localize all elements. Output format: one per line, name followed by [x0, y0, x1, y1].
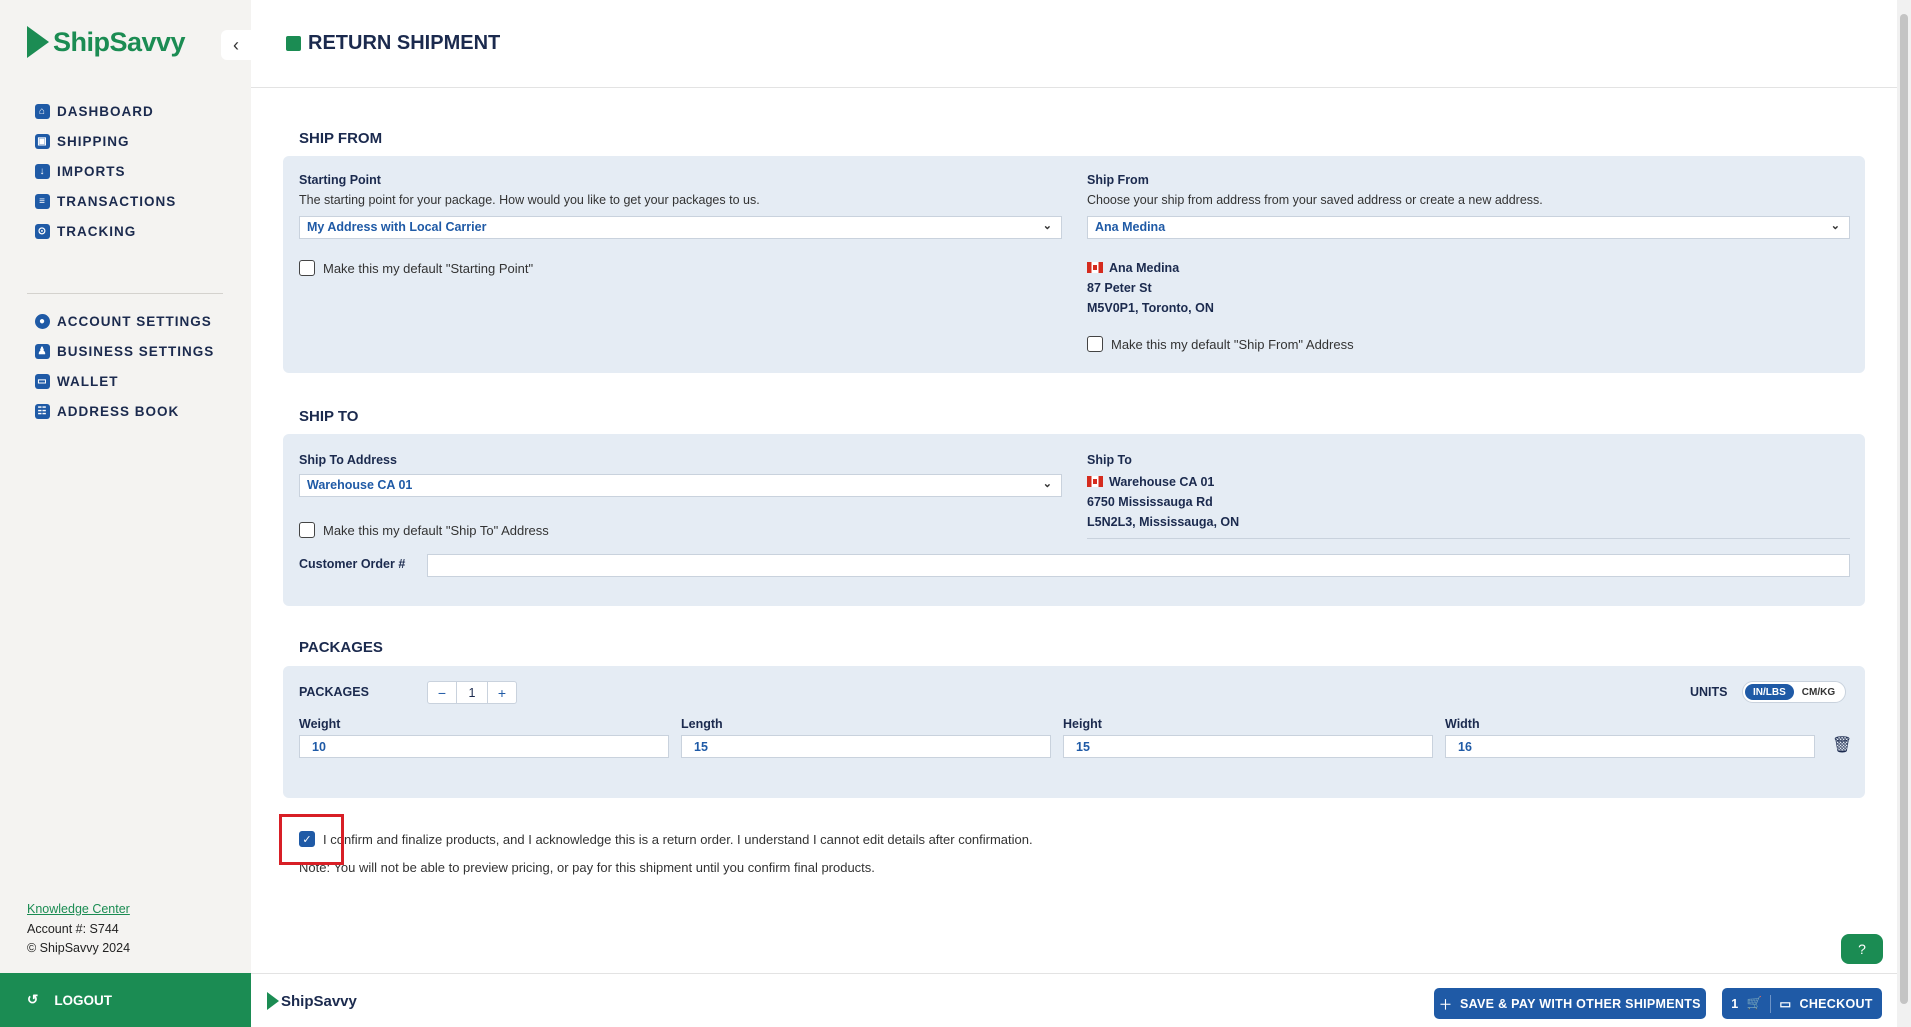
nav-item-business-settings[interactable] [35, 336, 214, 366]
starting-point-label: Starting Point [299, 173, 381, 187]
ship-from-address [1087, 258, 1214, 318]
credit-card-icon: ▭ [1779, 997, 1792, 1011]
ship-from-help: Choose your ship from address from your saved address or create a new address. [1087, 193, 1543, 207]
default-ship-from-checkbox[interactable] [1087, 336, 1354, 352]
ship-to-address-select[interactable] [299, 474, 1062, 497]
wallet-icon: ▭ [35, 374, 50, 389]
weight-label: Weight [299, 717, 341, 731]
default-ship-to-checkbox[interactable] [299, 522, 549, 538]
nav-item-imports[interactable] [35, 156, 176, 186]
checkout-button[interactable] [1722, 988, 1882, 1019]
cart-count: 1 [1731, 996, 1739, 1011]
nav-label: IMPORTS [57, 163, 126, 179]
ship-from-value: Ana Medina [1095, 220, 1166, 234]
address-book-icon: ☷ [35, 404, 50, 419]
bottom-bar [251, 973, 1897, 1027]
save-pay-with-other-shipments-button[interactable] [1434, 988, 1706, 1019]
address-name: Warehouse CA 01 [1109, 475, 1215, 489]
help-icon: ? [1858, 941, 1866, 957]
starting-point-value: My Address with Local Carrier [307, 220, 487, 234]
logout-icon: ↺ [27, 992, 39, 1007]
footer-logo-text: ShipSavvy [281, 992, 357, 1010]
logout-button[interactable] [0, 973, 251, 1027]
checkbox-box[interactable] [299, 260, 315, 276]
ship-to-label: Ship To [1087, 453, 1132, 467]
address-line2: L5N2L3, Mississauga, ON [1087, 515, 1240, 529]
nav-item-address-book[interactable] [35, 396, 214, 426]
customer-order-label: Customer Order # [299, 557, 406, 571]
nav-label: SHIPPING [57, 133, 130, 149]
ship-from-card [283, 156, 1865, 373]
help-button[interactable] [1841, 934, 1883, 964]
import-icon: ↓ [35, 164, 50, 179]
weight-input[interactable]: 10 [299, 735, 669, 758]
default-starting-point-checkbox[interactable] [299, 260, 533, 276]
page-title [286, 32, 500, 55]
highlight-box [279, 814, 344, 865]
starting-point-select[interactable] [299, 216, 1062, 239]
checkbox-label: Make this my default "Ship From" Address [1111, 336, 1354, 352]
nav-label: TRACKING [57, 223, 137, 239]
page-header [251, 0, 1897, 88]
nav-item-transactions[interactable] [35, 186, 176, 216]
scrollbar-thumb[interactable] [1900, 14, 1908, 1004]
canada-flag-icon [1087, 262, 1103, 273]
ship-from-label: Ship From [1087, 173, 1149, 187]
ship-to-heading: SHIP TO [299, 408, 359, 425]
confirm-label: I confirm and finalize products, and I acknowledge this is a return order. I understand I cannot edit details after confirmation. [323, 831, 1033, 847]
ship-to-address-label: Ship To Address [299, 453, 397, 467]
checkbox-label: Make this my default "Starting Point" [323, 260, 534, 276]
height-label: Height [1063, 717, 1102, 731]
increment-button[interactable] [488, 682, 516, 703]
nav-item-wallet[interactable] [35, 366, 214, 396]
customer-order-input[interactable] [427, 554, 1850, 577]
shipsavvy-logo[interactable] [27, 26, 185, 58]
checkbox-box[interactable] [299, 522, 315, 538]
nav-label: TRANSACTIONS [57, 193, 177, 209]
cart-icon: 🛒 [1746, 996, 1763, 1010]
address-name: Ana Medina [1109, 261, 1180, 275]
sidebar [0, 0, 251, 1027]
width-input[interactable]: 16 [1445, 735, 1815, 758]
chevron-down-icon: ⌄ [1830, 220, 1840, 232]
footer-logo [267, 992, 357, 1010]
nav-label: BUSINESS SETTINGS [57, 343, 215, 359]
units-toggle[interactable] [1742, 681, 1846, 703]
packages-count-label: PACKAGES [299, 685, 369, 699]
nav-item-tracking[interactable] [35, 216, 176, 246]
decrement-button[interactable] [428, 682, 456, 703]
trash-icon[interactable]: 🗑 [1832, 737, 1853, 754]
save-button-label: SAVE & PAY WITH OTHER SHIPMENTS [1460, 996, 1701, 1011]
packages-heading: PACKAGES [299, 639, 383, 656]
logo-mark-icon [267, 992, 279, 1010]
scrollbar[interactable] [1897, 0, 1911, 1027]
business-icon: ♟ [35, 344, 50, 359]
address-line1: 6750 Mississauga Rd [1087, 495, 1213, 509]
ship-from-heading: SHIP FROM [299, 130, 383, 147]
nav-label: ACCOUNT SETTINGS [57, 313, 212, 329]
confirm-note: Note: You will not be able to preview pricing, or pay for this shipment until you confirm final products. [299, 860, 875, 875]
box-icon: ▣ [35, 134, 50, 149]
document-icon: ≡ [35, 194, 50, 209]
account-number: Account #: S744 [27, 921, 119, 936]
copyright: © ShipSavvy 2024 [27, 941, 131, 955]
nav-item-shipping[interactable] [35, 126, 176, 156]
canada-flag-icon [1087, 476, 1103, 487]
tracking-icon: ⊙ [35, 224, 50, 239]
plus-icon: ＋ [1439, 997, 1452, 1012]
units-option-cm-kg[interactable]: CM/KG [1801, 687, 1836, 698]
ship-to-card [283, 434, 1865, 606]
checkbox-box[interactable] [1087, 336, 1103, 352]
collapse-sidebar-button[interactable] [221, 30, 251, 60]
packages-card [283, 666, 1865, 798]
width-label: Width [1445, 717, 1480, 731]
packages-stepper[interactable] [427, 681, 517, 704]
return-box-icon [286, 36, 301, 51]
nav-label: DASHBOARD [57, 103, 154, 119]
packages-count[interactable]: 1 [456, 682, 488, 703]
chevron-down-icon: ⌄ [1042, 220, 1052, 232]
starting-point-help: The starting point for your package. How would you like to get your packages to us. [299, 193, 760, 207]
nav-item-dashboard[interactable] [35, 96, 176, 126]
chevron-left-icon: ‹ [233, 34, 239, 55]
logout-label: LOGOUT [54, 992, 113, 1008]
length-label: Length [681, 717, 723, 731]
nav-label: WALLET [57, 373, 119, 389]
divider [1770, 995, 1771, 1013]
plus-icon: + [497, 684, 507, 701]
logo-text: ShipSavvy [53, 26, 186, 57]
checkbox-label: Make this my default "Ship To" Address [323, 522, 549, 538]
ship-to-address-value: Warehouse CA 01 [307, 478, 413, 492]
confirm-products-checkbox[interactable] [299, 831, 1033, 847]
checkbox-box[interactable]: ✓ [299, 831, 315, 847]
user-icon: ● [35, 314, 50, 329]
ship-from-select[interactable] [1087, 216, 1850, 239]
sidebar-footer [27, 900, 130, 959]
settings-nav [35, 306, 214, 426]
units-label: UNITS [1690, 685, 1728, 699]
nav-item-account-settings[interactable] [35, 306, 214, 336]
logo-mark-icon [27, 26, 49, 58]
height-input[interactable]: 15 [1063, 735, 1433, 758]
address-line2: M5V0P1, Toronto, ON [1087, 301, 1214, 315]
page-title-text: RETURN SHIPMENT [308, 32, 501, 54]
home-icon: ⌂ [35, 104, 50, 119]
address-line1: 87 Peter St [1087, 281, 1152, 295]
nav-label: ADDRESS BOOK [57, 403, 180, 419]
nav-divider [27, 293, 223, 294]
minus-icon: − [437, 684, 447, 701]
divider [1087, 538, 1850, 539]
length-input[interactable]: 15 [681, 735, 1051, 758]
units-option-in-lbs[interactable]: IN/LBS [1745, 684, 1794, 700]
main-nav [35, 96, 176, 246]
checkout-label: CHECKOUT [1799, 996, 1873, 1011]
knowledge-center-link[interactable]: Knowledge Center [27, 902, 130, 916]
ship-to-address [1087, 472, 1239, 532]
chevron-down-icon: ⌄ [1042, 478, 1052, 490]
